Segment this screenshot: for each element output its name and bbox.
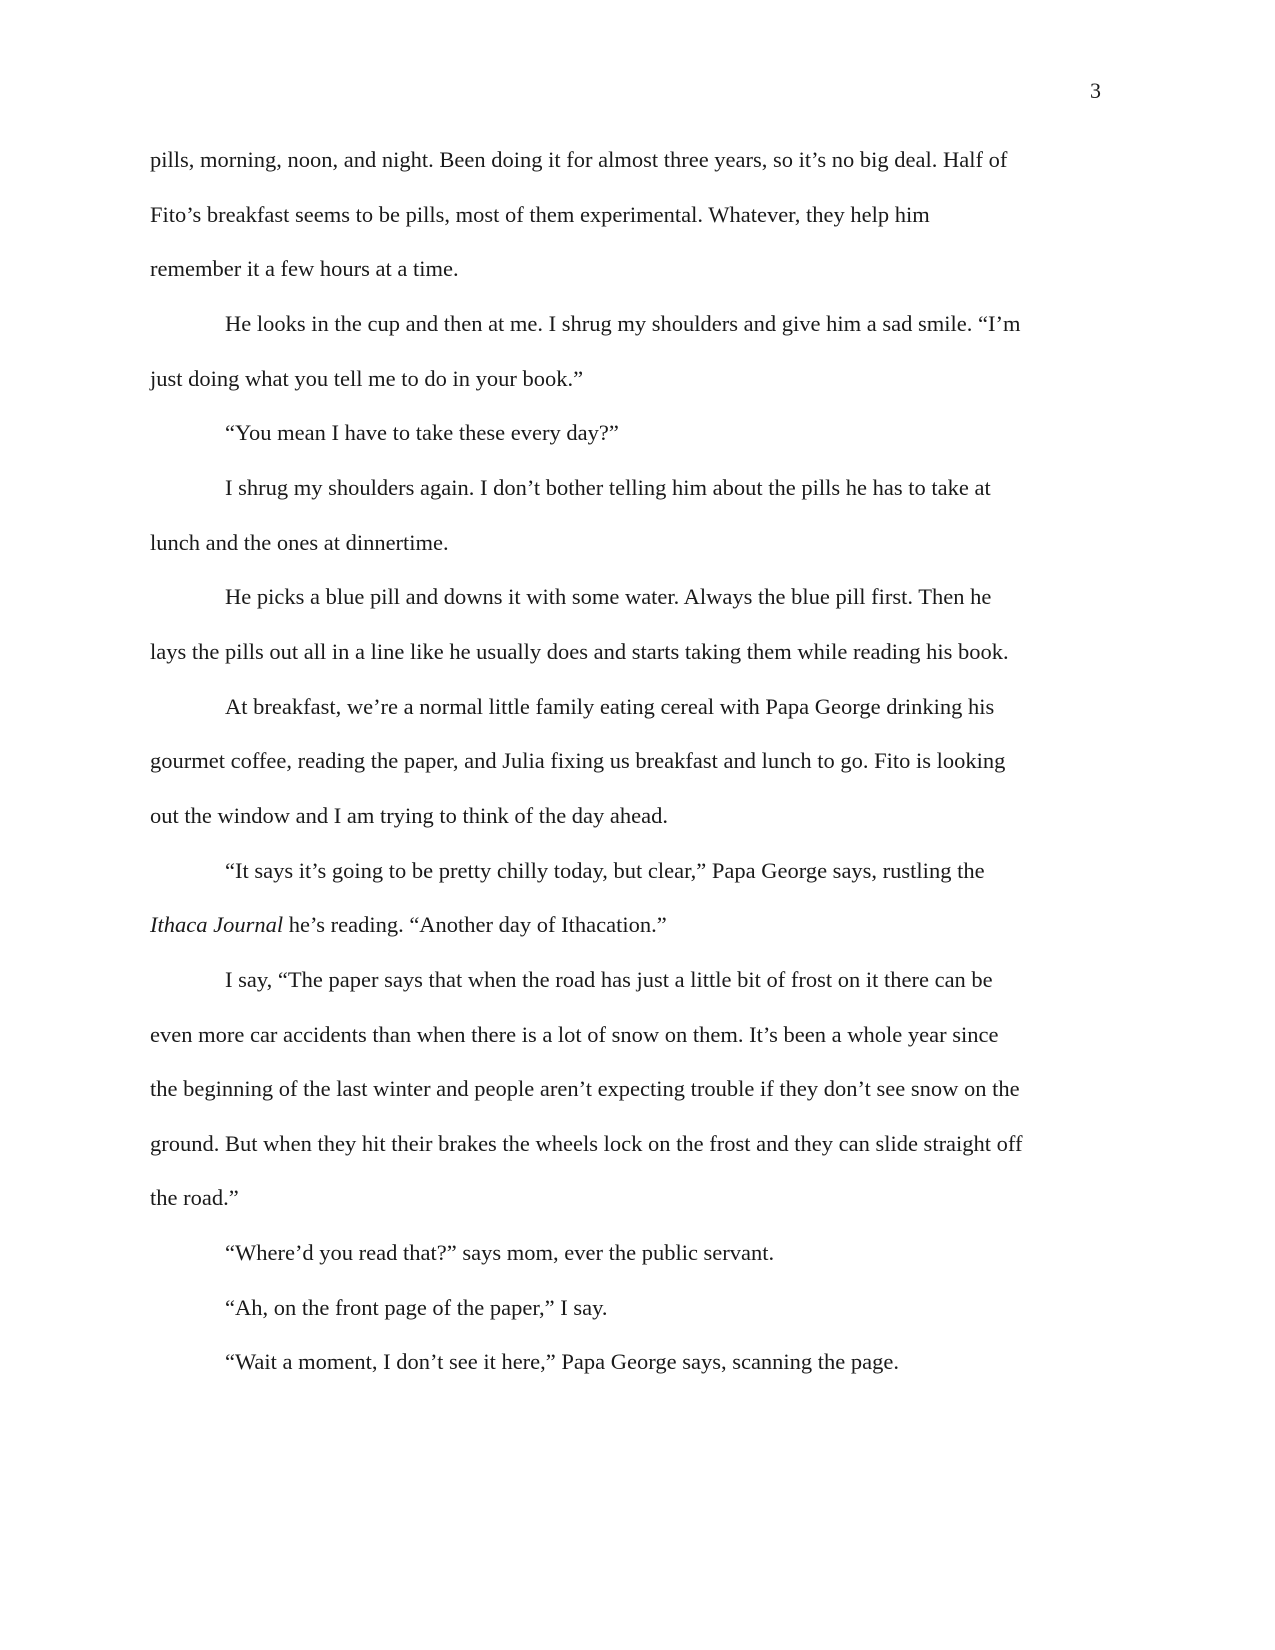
text-line: just doing what you tell me to do in your book.” — [150, 366, 584, 391]
newspaper-title: Ithaca Journal — [150, 912, 284, 937]
text-line: “Ah, on the front page of the paper,” I say. — [225, 1295, 608, 1320]
text-line: I say, “The paper says that when the road has just a little bit of frost on it there can be — [225, 967, 993, 992]
text-line: He picks a blue pill and downs it with some water. Always the blue pill first. Then he — [225, 584, 992, 609]
text-line: even more car accidents than when there is a lot of snow on them. It’s been a whole year since — [150, 1022, 999, 1047]
text-line: lays the pills out all in a line like he usually does and starts taking them while reading his book. — [150, 639, 1009, 664]
text-line: “Where’d you read that?” says mom, ever the public servant. — [225, 1240, 775, 1265]
text-line: remember it a few hours at a time. — [150, 256, 459, 281]
text-line: the road.” — [150, 1185, 239, 1210]
text-line: “Wait a moment, I don’t see it here,” Papa George says, scanning the page. — [225, 1349, 900, 1374]
text-line: He looks in the cup and then at me. I shrug my shoulders and give him a sad smile. “I’m — [225, 311, 1021, 336]
text-line: the beginning of the last winter and people aren’t expecting trouble if they don’t see snow on the — [150, 1076, 1020, 1101]
text-line: At breakfast, we’re a normal little family eating cereal with Papa George drinking his — [225, 694, 995, 719]
text-line: I shrug my shoulders again. I don’t bother telling him about the pills he has to take at — [225, 475, 991, 500]
page-number: 3 — [1090, 78, 1101, 103]
text-line: “It says it’s going to be pretty chilly today, but clear,” Papa George says, rustling the — [225, 858, 985, 883]
text-line: “You mean I have to take these every day?” — [225, 420, 619, 445]
text-line: ground. But when they hit their brakes the wheels lock on the frost and they can slide straight off — [150, 1131, 1023, 1156]
text-line-remainder: he’s reading. “Another day of Ithacation.” — [283, 912, 667, 937]
text-line: Fito’s breakfast seems to be pills, most of them experimental. Whatever, they help him — [150, 202, 930, 227]
text-line-with-italic-title — [150, 910, 667, 940]
text-line: lunch and the ones at dinnertime. — [150, 530, 449, 555]
text-line: gourmet coffee, reading the paper, and Julia fixing us breakfast and lunch to go. Fito is looking — [150, 748, 1006, 773]
text-line: out the window and I am trying to think of the day ahead. — [150, 803, 669, 828]
text-line: pills, morning, noon, and night. Been doing it for almost three years, so it’s no big deal. Half of — [150, 147, 1008, 172]
